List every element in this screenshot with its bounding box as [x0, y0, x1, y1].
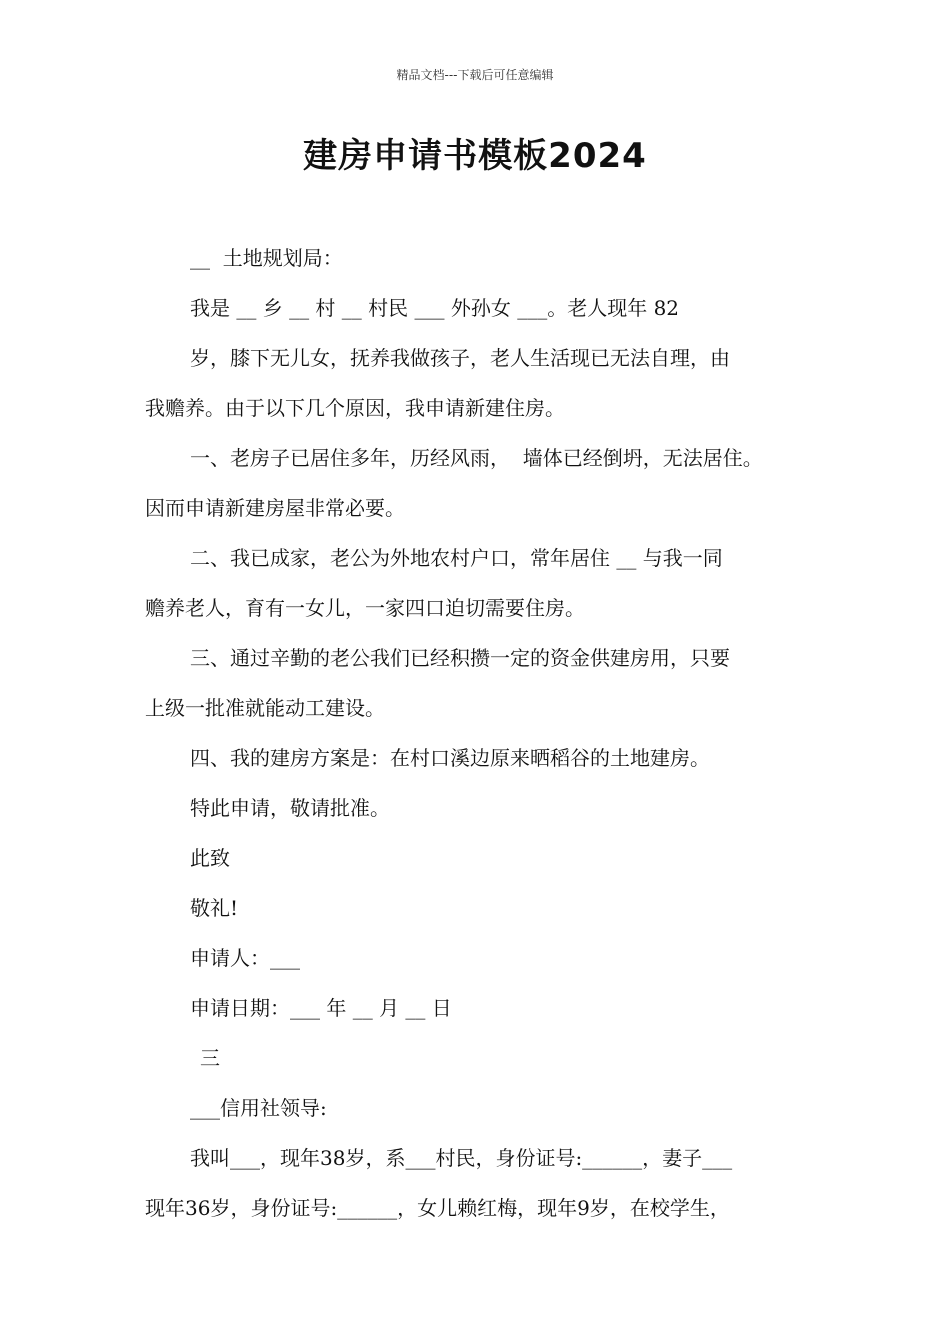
document-body: [145, 233, 815, 1233]
paragraph-line: 二、我已成家，老公为外地农村户口，常年居住 __ 与我一同: [190, 546, 723, 570]
paragraph-line: 我是 __ 乡 __ 村 __ 村民 ___ 外孙女 ___。老人现年 82: [190, 296, 680, 320]
paragraph-line: 一、老房子已居住多年，历经风雨， 墙体已经倒坍，无法居住。: [190, 446, 763, 470]
paragraph-line: 敬礼!: [190, 896, 239, 920]
paragraph-line: 申请人：___: [190, 946, 300, 970]
paragraph-line: 三: [200, 1046, 220, 1070]
paragraph-line: 四、我的建房方案是：在村口溪边原来晒稻谷的土地建房。: [190, 746, 710, 770]
paragraph-line: 赡养老人，育有一女儿，一家四口迫切需要住房。: [145, 596, 585, 620]
document-title: 建房申请书模板2024: [303, 136, 647, 176]
paragraph-line: 特此申请，敬请批准。: [190, 796, 390, 820]
paragraph-line: 三、通过辛勤的老公我们已经积攒一定的资金供建房用，只要: [190, 646, 730, 670]
paragraph-line: __ 土地规划局：: [190, 246, 343, 270]
paragraph-line: 我叫___，现年38岁，系___村民，身份证号:______，妻子___: [190, 1146, 733, 1170]
paragraph-line: 此致: [190, 846, 230, 870]
paragraph-line: 上级一批准就能动工建设。: [145, 696, 385, 720]
paragraph-line: 因而申请新建房屋非常必要。: [145, 496, 405, 520]
paragraph-line: 现年36岁，身份证号:______，女儿赖红梅，现年9岁，在校学生，: [145, 1196, 730, 1220]
paragraph-line: 申请日期：___ 年 __ 月 __ 日: [190, 996, 452, 1020]
paragraph-line: 我赡养。由于以下几个原因，我申请新建住房。: [145, 396, 565, 420]
paragraph-line: 岁，膝下无儿女，抚养我做孩子，老人生活现已无法自理，由: [190, 346, 730, 370]
page-header: 精品文档---下载后可任意编辑: [396, 68, 554, 82]
paragraph-line: ___信用社领导:: [190, 1096, 327, 1120]
